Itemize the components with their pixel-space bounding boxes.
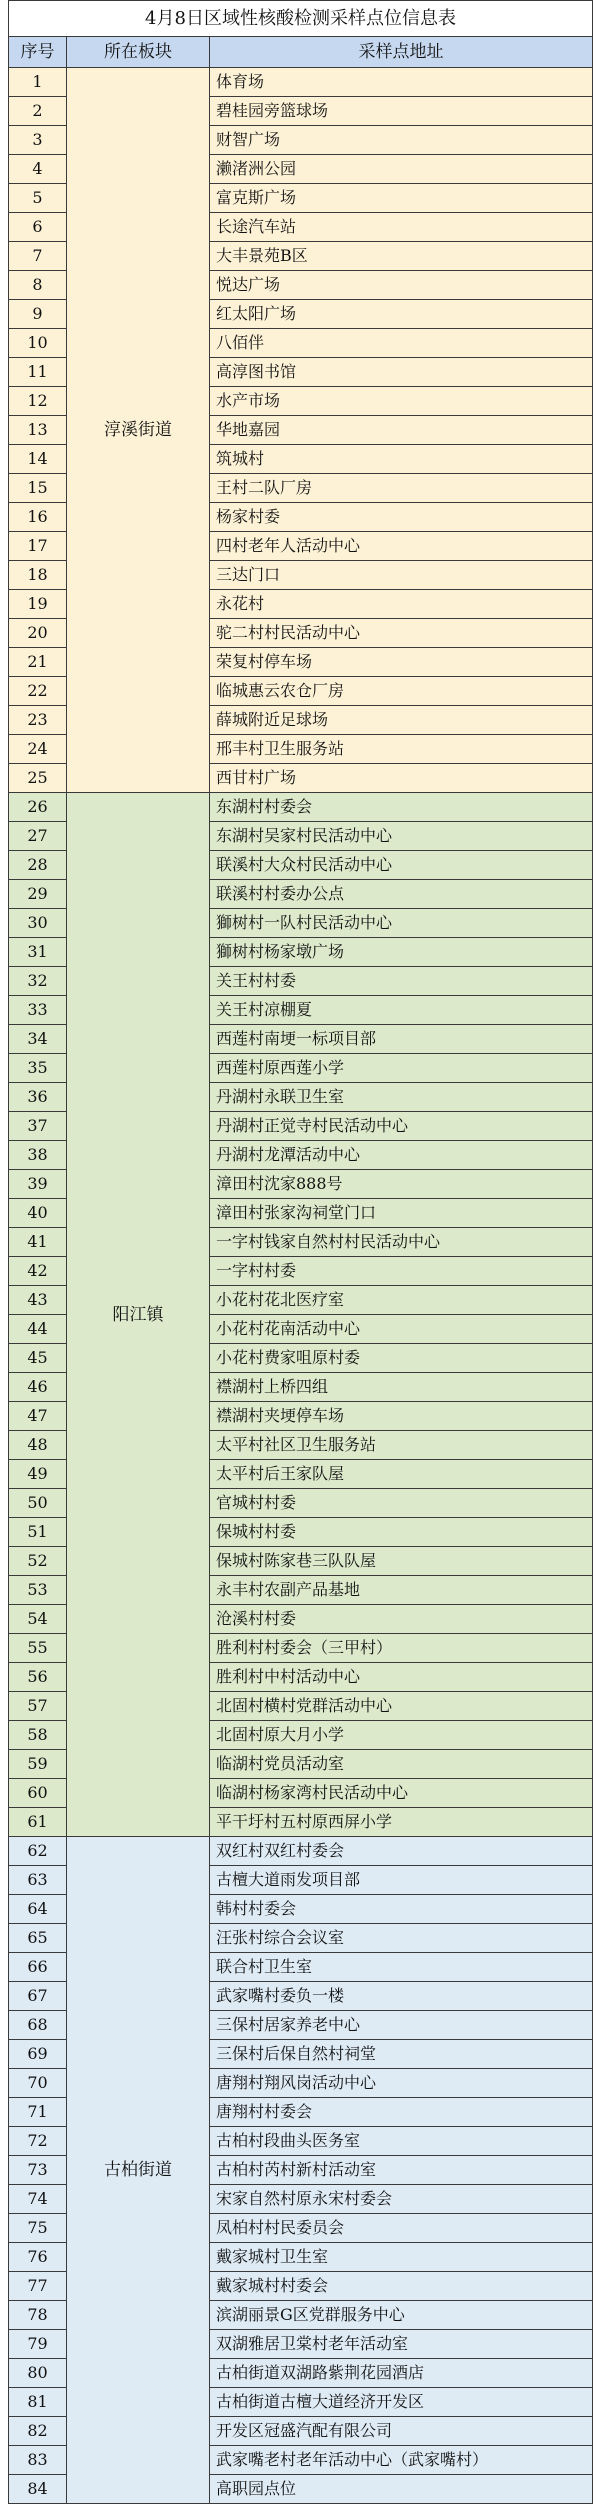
row-address: 红太阳广场	[210, 300, 593, 329]
row-index: 43	[9, 1286, 67, 1315]
row-address: 开发区冠盛汽配有限公司	[210, 2417, 593, 2446]
row-index: 60	[9, 1779, 67, 1808]
row-address: 濑渚洲公园	[210, 155, 593, 184]
row-index: 64	[9, 1895, 67, 1924]
row-address: 王村二队厂房	[210, 474, 593, 503]
row-index: 52	[9, 1547, 67, 1576]
row-index: 19	[9, 590, 67, 619]
row-address: 三保村居家养老中心	[210, 2011, 593, 2040]
row-index: 6	[9, 213, 67, 242]
row-index: 76	[9, 2243, 67, 2272]
row-address: 宋家自然村原永宋村委会	[210, 2185, 593, 2214]
row-index: 25	[9, 764, 67, 793]
row-index: 53	[9, 1576, 67, 1605]
row-index: 54	[9, 1605, 67, 1634]
row-address: 薛城附近足球场	[210, 706, 593, 735]
row-index: 73	[9, 2156, 67, 2185]
row-index: 78	[9, 2301, 67, 2330]
row-index: 46	[9, 1373, 67, 1402]
row-address: 丹湖村正觉寺村民活动中心	[210, 1112, 593, 1141]
row-address: 沧溪村村委	[210, 1605, 593, 1634]
row-index: 12	[9, 387, 67, 416]
row-index: 26	[9, 793, 67, 822]
row-index: 20	[9, 619, 67, 648]
row-address: 小花村花南活动中心	[210, 1315, 593, 1344]
row-address: 丹湖村永联卫生室	[210, 1083, 593, 1112]
row-index: 49	[9, 1460, 67, 1489]
row-index: 66	[9, 1953, 67, 1982]
row-address: 悦达广场	[210, 271, 593, 300]
row-index: 34	[9, 1025, 67, 1054]
row-address: 獅树村杨家墩广场	[210, 938, 593, 967]
row-address: 古檀大道雨发项目部	[210, 1866, 593, 1895]
header-index: 序号	[9, 37, 67, 68]
table-title: 4月8日区域性核酸检测采样点位信息表	[9, 1, 593, 37]
row-index: 9	[9, 300, 67, 329]
row-address: 漳田村沈家888号	[210, 1170, 593, 1199]
row-index: 58	[9, 1721, 67, 1750]
row-index: 55	[9, 1634, 67, 1663]
row-index: 41	[9, 1228, 67, 1257]
row-address: 水产市场	[210, 387, 593, 416]
row-index: 1	[9, 68, 67, 97]
row-address: 武家嘴村委负一楼	[210, 1982, 593, 2011]
row-index: 7	[9, 242, 67, 271]
row-index: 40	[9, 1199, 67, 1228]
row-index: 67	[9, 1982, 67, 2011]
row-address: 双红村双红村委会	[210, 1837, 593, 1866]
row-address: 西莲村南埂一标项目部	[210, 1025, 593, 1054]
row-index: 68	[9, 2011, 67, 2040]
row-address: 八佰伴	[210, 329, 593, 358]
row-index: 77	[9, 2272, 67, 2301]
row-address: 一字村村委	[210, 1257, 593, 1286]
row-address: 漳田村张家沟祠堂门口	[210, 1199, 593, 1228]
row-address: 北固村原大月小学	[210, 1721, 593, 1750]
row-index: 27	[9, 822, 67, 851]
row-index: 45	[9, 1344, 67, 1373]
row-index: 39	[9, 1170, 67, 1199]
title-row	[9, 1, 593, 37]
row-index: 80	[9, 2359, 67, 2388]
row-address: 临湖村杨家湾村民活动中心	[210, 1779, 593, 1808]
row-index: 37	[9, 1112, 67, 1141]
row-index: 23	[9, 706, 67, 735]
row-index: 13	[9, 416, 67, 445]
row-address: 平干圩村五村原西屏小学	[210, 1808, 593, 1837]
row-index: 5	[9, 184, 67, 213]
row-address: 丹湖村龙潭活动中心	[210, 1141, 593, 1170]
row-address: 唐翔村村委会	[210, 2098, 593, 2127]
row-index: 84	[9, 2475, 67, 2504]
row-index: 56	[9, 1663, 67, 1692]
row-address: 东湖村吴家村民活动中心	[210, 822, 593, 851]
row-address: 胜利村村委会（三甲村）	[210, 1634, 593, 1663]
section-cell: 阳江镇	[67, 793, 210, 1837]
row-index: 51	[9, 1518, 67, 1547]
row-index: 24	[9, 735, 67, 764]
row-address: 三保村后保自然村祠堂	[210, 2040, 593, 2069]
row-index: 16	[9, 503, 67, 532]
row-index: 15	[9, 474, 67, 503]
row-address: 一字村钱家自然村村民活动中心	[210, 1228, 593, 1257]
row-address: 华地嘉园	[210, 416, 593, 445]
row-index: 10	[9, 329, 67, 358]
row-index: 50	[9, 1489, 67, 1518]
row-address: 永花村	[210, 590, 593, 619]
row-index: 70	[9, 2069, 67, 2098]
row-address: 财智广场	[210, 126, 593, 155]
row-address: 联合村卫生室	[210, 1953, 593, 1982]
row-address: 临湖村党员活动室	[210, 1750, 593, 1779]
table-row	[9, 68, 593, 97]
row-address: 关王村村委	[210, 967, 593, 996]
header-section: 所在板块	[67, 37, 210, 68]
table-row	[9, 793, 593, 822]
row-address: 太平村后王家队屋	[210, 1460, 593, 1489]
row-address: 韩村村委会	[210, 1895, 593, 1924]
row-address: 四村老年人活动中心	[210, 532, 593, 561]
row-index: 8	[9, 271, 67, 300]
row-index: 48	[9, 1431, 67, 1460]
row-address: 古柏街道古檀大道经济开发区	[210, 2388, 593, 2417]
row-index: 71	[9, 2098, 67, 2127]
row-index: 14	[9, 445, 67, 474]
row-index: 2	[9, 97, 67, 126]
row-address: 襟湖村上桥四组	[210, 1373, 593, 1402]
row-index: 81	[9, 2388, 67, 2417]
row-address: 驼二村村民活动中心	[210, 619, 593, 648]
row-address: 体育场	[210, 68, 593, 97]
row-index: 82	[9, 2417, 67, 2446]
table-body	[9, 68, 593, 2504]
row-address: 西甘村广场	[210, 764, 593, 793]
row-address: 滨湖丽景G区党群服务中心	[210, 2301, 593, 2330]
table-row	[9, 1837, 593, 1866]
row-index: 69	[9, 2040, 67, 2069]
row-index: 65	[9, 1924, 67, 1953]
row-address: 双湖雅居卫棠村老年活动室	[210, 2330, 593, 2359]
row-address: 保城村陈家巷三队队屋	[210, 1547, 593, 1576]
row-index: 22	[9, 677, 67, 706]
row-index: 28	[9, 851, 67, 880]
row-address: 东湖村村委会	[210, 793, 593, 822]
row-address: 凤柏村村民委员会	[210, 2214, 593, 2243]
row-address: 杨家村委	[210, 503, 593, 532]
section-cell: 淳溪街道	[67, 68, 210, 793]
row-address: 大丰景苑B区	[210, 242, 593, 271]
row-index: 4	[9, 155, 67, 184]
row-address: 保城村村委	[210, 1518, 593, 1547]
row-address: 戴家城村卫生室	[210, 2243, 593, 2272]
row-address: 临城惠云农仓厂房	[210, 677, 593, 706]
row-address: 西莲村原西莲小学	[210, 1054, 593, 1083]
row-index: 63	[9, 1866, 67, 1895]
row-index: 47	[9, 1402, 67, 1431]
section-cell: 古柏街道	[67, 1837, 210, 2504]
row-index: 21	[9, 648, 67, 677]
row-index: 38	[9, 1141, 67, 1170]
row-address: 关王村凉棚夏	[210, 996, 593, 1025]
row-address: 小花村费家咀原村委	[210, 1344, 593, 1373]
row-index: 61	[9, 1808, 67, 1837]
row-address: 獅树村一队村民活动中心	[210, 909, 593, 938]
row-index: 74	[9, 2185, 67, 2214]
row-address: 戴家城村村委会	[210, 2272, 593, 2301]
sampling-sites-table	[8, 0, 593, 2504]
row-index: 17	[9, 532, 67, 561]
row-address: 古柏村段曲头医务室	[210, 2127, 593, 2156]
row-index: 62	[9, 1837, 67, 1866]
row-address: 北固村横村党群活动中心	[210, 1692, 593, 1721]
row-address: 武家嘴老村老年活动中心（武家嘴村）	[210, 2446, 593, 2475]
row-index: 79	[9, 2330, 67, 2359]
row-index: 57	[9, 1692, 67, 1721]
row-index: 35	[9, 1054, 67, 1083]
row-address: 太平村社区卫生服务站	[210, 1431, 593, 1460]
row-index: 11	[9, 358, 67, 387]
row-index: 32	[9, 967, 67, 996]
row-address: 长途汽车站	[210, 213, 593, 242]
row-address: 官城村村委	[210, 1489, 593, 1518]
row-address: 高职园点位	[210, 2475, 593, 2504]
row-index: 30	[9, 909, 67, 938]
header-row	[9, 37, 593, 68]
row-address: 古柏街道双湖路紫荆花园酒店	[210, 2359, 593, 2388]
row-address: 高淳图书馆	[210, 358, 593, 387]
row-index: 75	[9, 2214, 67, 2243]
row-index: 42	[9, 1257, 67, 1286]
header-address: 采样点地址	[210, 37, 593, 68]
row-index: 29	[9, 880, 67, 909]
row-index: 18	[9, 561, 67, 590]
row-index: 59	[9, 1750, 67, 1779]
row-address: 襟湖村夹埂停车场	[210, 1402, 593, 1431]
row-address: 永丰村农副产品基地	[210, 1576, 593, 1605]
row-address: 三达门口	[210, 561, 593, 590]
row-address: 汪张村综合会议室	[210, 1924, 593, 1953]
row-index: 31	[9, 938, 67, 967]
row-address: 古柏村芮村新村活动室	[210, 2156, 593, 2185]
row-index: 44	[9, 1315, 67, 1344]
row-address: 富克斯广场	[210, 184, 593, 213]
row-address: 唐翔村翔风岗活动中心	[210, 2069, 593, 2098]
row-address: 筑城村	[210, 445, 593, 474]
row-address: 胜利村中村活动中心	[210, 1663, 593, 1692]
row-address: 联溪村村委办公点	[210, 880, 593, 909]
row-address: 邢丰村卫生服务站	[210, 735, 593, 764]
row-address: 荣复村停车场	[210, 648, 593, 677]
row-index: 33	[9, 996, 67, 1025]
row-address: 联溪村大众村民活动中心	[210, 851, 593, 880]
row-index: 3	[9, 126, 67, 155]
row-index: 83	[9, 2446, 67, 2475]
row-index: 72	[9, 2127, 67, 2156]
row-address: 碧桂园旁篮球场	[210, 97, 593, 126]
row-index: 36	[9, 1083, 67, 1112]
row-address: 小花村花北医疗室	[210, 1286, 593, 1315]
